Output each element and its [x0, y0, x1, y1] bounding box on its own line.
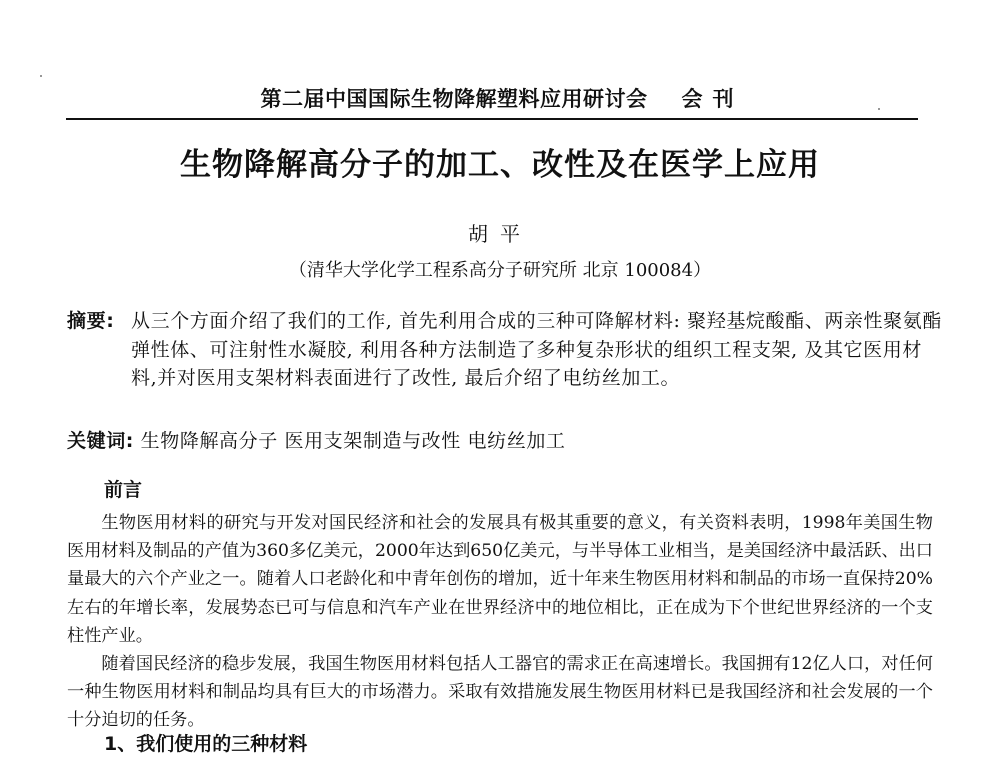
running-header [88, 84, 916, 114]
section-heading-preface: 前言 [104, 479, 143, 501]
keywords-label: 关键词: [67, 430, 134, 452]
keywords [67, 427, 947, 455]
section-heading-materials: 1、我们使用的三种材料 [104, 733, 308, 755]
paper-title: 生物降解高分子的加工、改性及在医学上应用 [180, 147, 820, 183]
header-rule [66, 118, 918, 120]
author-name: 胡平 [468, 222, 532, 246]
author-affiliation: （清华大学化学工程系高分子研究所 北京 100084） [288, 260, 712, 281]
body-paragraph: 生物医用材料的研究与开发对国民经济和社会的发展具有极其重要的意义，有关资料表明，1998年美国生物医用材料及制品的产值为360多亿美元，2000年达到650亿美元，与半导体工业相当，是美国经济中最活跃、出口量最大的六个产业之一。随着人口老龄化和中青年创伤的增加，近十年来生物医用材料和制品的市场一直保持20%左右的年增长率，发展势态已可与信息和汽车产业在世界经济中的地位相比，正在成为下个世纪世界经济的一个支柱性产业。 [67, 513, 933, 646]
abstract-label: 摘要: [67, 310, 115, 332]
abstract-text: 从三个方面介绍了我们的工作, 首先利用合成的三种可降解材料: 聚羟基烷酸酯、两亲性聚氨酯弹性体、可注射性水凝胶, 利用各种方法制造了多种复杂形状的组织工程支架, 及其它医用材料,并对医用支架材料表面进行了改性, 最后介绍了电纺丝加工。 [131, 310, 942, 389]
proceedings-label: 会刊 [681, 86, 744, 111]
keywords-text: 生物降解高分子 医用支架制造与改性 电纺丝加工 [140, 430, 566, 452]
abstract [67, 307, 947, 393]
scan-speck [40, 75, 42, 77]
body-paragraph: 随着国民经济的稳步发展，我国生物医用材料包括人工器官的需求正在高速增长。我国拥有12亿人口，对任何一种生物医用材料和制品均具有巨大的市场潜力。采取有效措施发展生物医用材料已是我国经济和社会发展的一个十分迫切的任务。 [67, 654, 933, 731]
conference-name: 第二届中国国际生物降解塑料应用研讨会 [260, 86, 648, 111]
